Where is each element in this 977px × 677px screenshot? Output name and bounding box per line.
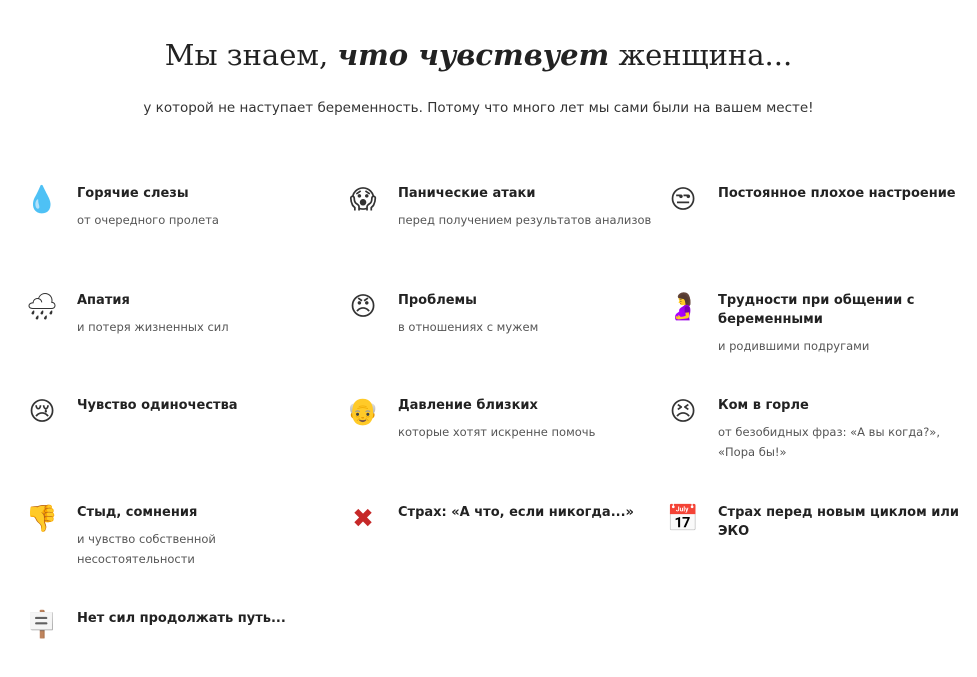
pregnant-woman-icon: 🤰	[666, 292, 700, 322]
page-title	[0, 38, 957, 72]
item-title: Нет сил продолжать путь...	[77, 611, 286, 626]
sad-girl-icon: 😒	[669, 185, 697, 215]
title-emphasis: что чувствует	[337, 38, 610, 72]
item-description: и родившими подругами	[718, 339, 870, 353]
item-description: которые хотят искренне помочь	[398, 425, 596, 439]
choking-woman-icon: 😣	[669, 397, 697, 427]
feeling-item	[669, 396, 977, 462]
item-title: Страх перед новым циклом или ЭКО	[718, 505, 959, 539]
feeling-item	[666, 503, 977, 541]
item-description: перед получением результатов анализов	[398, 213, 652, 227]
feeling-item	[25, 609, 337, 640]
item-title: Страх: «А что, если никогда...»	[398, 505, 634, 520]
item-description: от очередного пролета	[77, 213, 219, 227]
subtitle: у которой не наступает беременность. Потому что много лет мы сами были на вашем месте!	[143, 100, 814, 116]
feeling-item	[349, 291, 658, 337]
feeling-item	[28, 396, 337, 427]
feeling-item	[25, 184, 337, 230]
lonely-woman-icon: 😢	[28, 397, 56, 427]
item-title: Постоянное плохое настроение	[718, 186, 956, 201]
item-title: Чувство одиночества	[77, 398, 238, 413]
feeling-item	[352, 503, 658, 534]
item-title: Давление близких	[398, 398, 538, 413]
item-title: Апатия	[77, 293, 130, 308]
feeling-item	[346, 396, 658, 442]
thumbs-down-icon: 👎	[25, 504, 59, 534]
feeling-item	[666, 291, 977, 356]
item-description: от безобидных фраз: «А вы когда?», «Пора бы!»	[718, 425, 940, 459]
item-title: Горячие слезы	[77, 186, 189, 201]
title-part: Мы знаем,	[164, 38, 338, 72]
red-cross-icon: ✖	[352, 504, 374, 534]
feeling-item	[25, 503, 337, 569]
feeling-item	[669, 184, 977, 215]
item-title: Стыд, сомнения	[77, 505, 198, 520]
item-title: Панические атаки	[398, 186, 536, 201]
water-drop-icon: 💧	[25, 185, 59, 215]
grandparents-icon: 👴	[346, 397, 380, 427]
rain-cloud-icon: 🌧	[25, 292, 59, 322]
item-title: Ком в горле	[718, 398, 809, 413]
panic-person-icon: 😱	[349, 185, 377, 215]
signpost-icon: 🪧	[25, 610, 59, 640]
item-title: Трудности при общении с беременными	[718, 293, 915, 327]
feeling-item	[349, 184, 658, 230]
calendar-icon: 📅	[666, 504, 700, 534]
item-title: Проблемы	[398, 293, 477, 308]
title-part: женщина...	[609, 38, 793, 72]
item-description: и потеря жизненных сил	[77, 320, 229, 334]
item-description: в отношениях с мужем	[398, 320, 539, 334]
feeling-item	[25, 291, 337, 337]
angry-man-icon: 😠	[349, 292, 377, 322]
item-description: и чувство собственной несостоятельности	[77, 532, 216, 566]
